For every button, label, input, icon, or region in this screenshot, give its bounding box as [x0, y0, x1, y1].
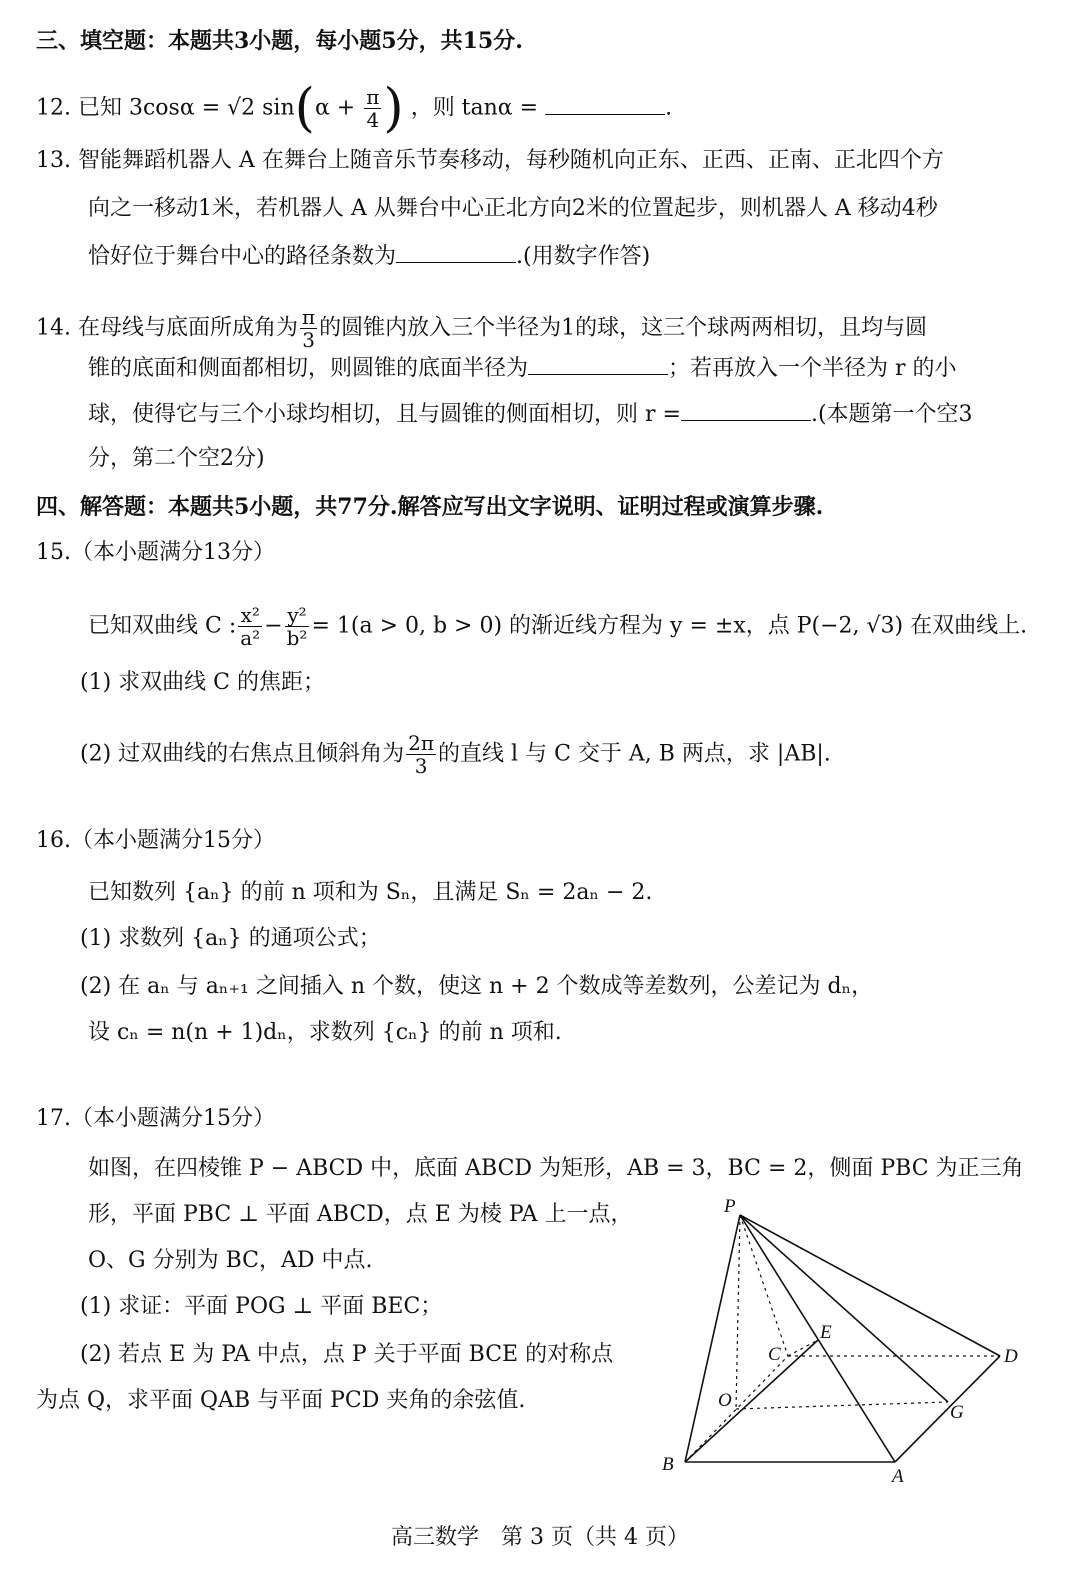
q13-text-3a: 恰好位于舞台中心的路径条数为	[88, 244, 397, 269]
q12-answer-blank	[545, 92, 665, 115]
edge-PO	[736, 1215, 740, 1409]
question-12: 12. 已知 3cosα = √2 sin(α + $\frac{\pi}{4}$ ) ，则 tanα = .	[36, 78, 673, 139]
q14-text-2a: 锥的底面和侧面都相切，则圆锥的底面半径为	[88, 356, 529, 381]
q16-part-1: (1) 求数列 {aₙ} 的通项公式；	[80, 926, 381, 951]
q17-text-2: 形，平面 PBC ⊥ 平面 ABCD，点 E 为棱 PA 上一点，	[88, 1202, 633, 1227]
q17-part-2: (2) 若点 E 为 PA 中点，点 P 关于平面 BCE 的对称点	[80, 1342, 614, 1367]
q17-heading: 17.（本小题满分15分）	[36, 1106, 275, 1131]
q15-text-2b: 的直线 l 与 C 交于 A, B 两点，求 |AB|.	[438, 741, 831, 767]
question-13-line-1	[36, 146, 944, 176]
question-15-part-2	[80, 732, 831, 777]
label-C: C	[768, 1344, 781, 1365]
q12-text-a: 已知 3cosα = √2 sin	[78, 95, 295, 121]
pyramid-figure	[640, 1190, 1040, 1490]
q15-fraction-x: $\frac{\text{x²}}{\text{a²}}$	[240, 603, 261, 650]
q15-fraction-y: $\frac{\text{y²}}{\text{b²}}$	[286, 603, 308, 650]
section-4-heading: 四、解答题：本题共5小题，共77分.解答应写出文字说明、证明过程或演算步骤.	[36, 494, 824, 520]
q13-text-3b: .(用数字作答)	[516, 244, 651, 269]
q14-text-1a: 在母线与底面所成角为	[78, 315, 299, 341]
question-14-line-1	[36, 306, 927, 351]
edge-AD	[895, 1356, 1000, 1462]
q16-statement: 已知数列 {aₙ} 的前 n 项和为 Sₙ，且满足 Sₙ = 2aₙ − 2.	[88, 880, 653, 905]
q14-text-2b: ；若再放入一个半径为 r 的小	[668, 356, 957, 381]
q13-answer-blank	[396, 240, 516, 263]
q17-text-1: 如图，在四棱锥 P − ABCD 中，底面 ABCD 为矩形，AB = 3，BC = 2，侧面 PBC 为正三角	[88, 1156, 1024, 1181]
q12-number: 12.	[36, 95, 71, 121]
label-E: E	[820, 1322, 832, 1343]
section-3-heading: 三、填空题：本题共3小题，每小题5分，共15分.	[36, 28, 523, 54]
q17-part-2-cont: 为点 Q，求平面 QAB 与平面 PCD 夹角的余弦值.	[36, 1388, 526, 1413]
q14-text-3b: .(本题第一个空3	[810, 402, 973, 427]
q15-part-1: (1) 求双曲线 C 的焦距；	[80, 670, 325, 695]
edge-PA	[740, 1215, 895, 1462]
q14-number: 14.	[36, 315, 71, 341]
label-G: G	[950, 1402, 964, 1423]
q16-part-2-cont: 设 cₙ = n(n + 1)dₙ，求数列 {cₙ} 的前 n 项和.	[88, 1020, 562, 1045]
question-15-statement: 已知双曲线 C : $\frac{\text{x²}}{\text{a²}}$ − $\frac{\text{y²}}{\text{b²}}$ = 1(a > 0, b > 0) 的渐近线方程为 y = ±x，点 P(−2, √3) 在双曲线上.	[88, 603, 1028, 650]
edge-BE	[685, 1340, 818, 1462]
q15-heading: 15.（本小题满分13分）	[36, 540, 275, 565]
q14-text-4: 分，第二个空2分)	[88, 446, 265, 471]
label-A: A	[892, 1466, 904, 1487]
q16-part-2: (2) 在 aₙ 与 aₙ₊₁ 之间插入 n 个数，使这 n + 2 个数成等差数列，公差记为 dₙ，	[80, 974, 874, 999]
edge-OG	[736, 1402, 948, 1409]
q13-text-2: 向之一移动1米，若机器人 A 从舞台中心正北方向2米的位置起步，则机器人 A 移动4秒	[88, 196, 938, 221]
question-13-line-3	[88, 240, 650, 272]
page-footer: 高三数学 第 3 页（共 4 页）	[391, 1525, 689, 1550]
edge-PB	[685, 1215, 740, 1462]
q14-answer-blank-2	[681, 398, 811, 421]
q15-text-1b: = 1(a > 0, b > 0) 的渐近线方程为 y = ±x，点 P(−2, √3) 在双曲线上.	[311, 613, 1028, 639]
q12-text-c: ，则 tanα =	[410, 95, 539, 121]
q12-text-b: α +	[314, 95, 356, 121]
q15-text-2a: (2) 过双曲线的右焦点且倾斜角为	[80, 741, 405, 767]
q17-text-3: O、G 分别为 BC，AD 中点.	[88, 1248, 373, 1273]
label-O: O	[718, 1390, 732, 1411]
label-D: D	[1004, 1346, 1018, 1367]
q14-text-3a: 球，使得它与三个小球均相切，且与圆锥的侧面相切，则 r =	[88, 402, 681, 427]
q13-text-1: 智能舞蹈机器人 A 在舞台上随音乐节奏移动，每秒随机向正东、正西、正南、正北四个方	[78, 148, 944, 173]
q16-heading: 16.（本小题满分15分）	[36, 828, 275, 853]
q14-fraction: $\frac{\pi}{3}$	[302, 305, 316, 352]
q17-part-1: (1) 求证：平面 POG ⊥ 平面 BEC；	[80, 1294, 443, 1319]
q13-number: 13.	[36, 148, 71, 173]
q14-answer-blank-1	[528, 352, 668, 375]
q14-text-1b: 的圆锥内放入三个半径为1的球，这三个球两两相切，且均与圆	[319, 315, 928, 341]
label-B: B	[662, 1454, 674, 1475]
label-P: P	[724, 1196, 736, 1217]
question-14-line-2	[88, 352, 957, 384]
question-14-line-3	[88, 398, 973, 430]
edge-PD	[740, 1215, 1000, 1356]
q12-fraction: $\frac{\pi}{4}$	[366, 85, 380, 132]
q15-text-1a: 已知双曲线 C :	[88, 613, 237, 639]
q15-fraction-angle: $\frac{2\pi}{3}$	[408, 731, 435, 778]
